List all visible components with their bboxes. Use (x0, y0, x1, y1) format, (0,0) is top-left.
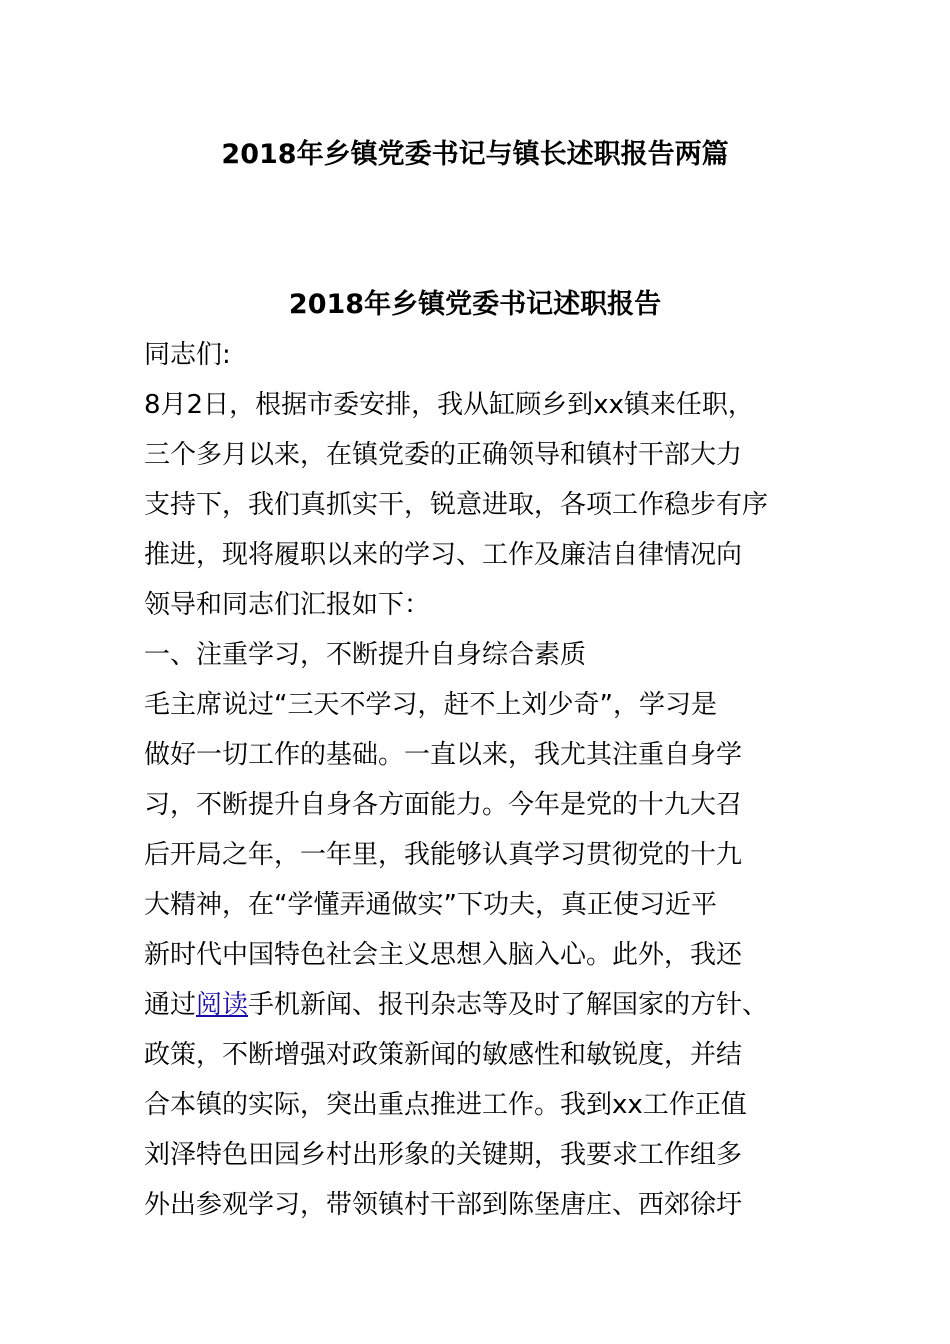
body-line: 后开局之年，一年里，我能够认真学习贯彻党的十九 (144, 840, 743, 870)
document-title: 2018年乡镇党委书记与镇长述职报告两篇 (221, 139, 729, 170)
body-line: 同志们: (144, 340, 231, 370)
reading-link[interactable]: 阅读 (196, 990, 249, 1020)
link-line-suffix: 手机新闻、报刊杂志等及时了解国家的方针、 (248, 990, 769, 1020)
body-line: 做好一切工作的基础。一直以来，我尤其注重自身学 (144, 740, 743, 770)
body-line: 毛主席说过“三天不学习，赶不上刘少奇”，学习是 (144, 690, 717, 720)
body-line: 刘泽特色田园乡村出形象的关键期，我要求工作组多 (144, 1140, 743, 1170)
body-line: 新时代中国特色社会主义思想入脑入心。此外，我还 (144, 940, 743, 970)
body-line: 支持下，我们真抓实干，锐意进取，各项工作稳步有序 (144, 490, 769, 520)
section-heading: 一、注重学习，不断提升自身综合素质 (144, 640, 587, 670)
body-line: 8月2日，根据市委安排，我从缸顾乡到xx镇来任职， (144, 390, 754, 420)
body-line: 领导和同志们汇报如下： (144, 590, 431, 620)
link-line-prefix: 通过 (144, 990, 197, 1020)
body-line: 外出参观学习，带领镇村干部到陈堡唐庄、西郊徐圩 (144, 1190, 743, 1220)
body-line: 合本镇的实际，突出重点推进工作。我到xx工作正值 (144, 1090, 747, 1120)
body-line-with-link (144, 980, 844, 1030)
body-line: 政策，不断增强对政策新闻的敏感性和敏锐度，并结 (144, 1040, 743, 1070)
report-subtitle: 2018年乡镇党委书记述职报告 (288, 289, 662, 320)
body-line: 大精神，在“学懂弄通做实”下功夫，真正使习近平 (144, 890, 717, 920)
report-body (144, 330, 844, 1230)
body-line: 习，不断提升自身各方面能力。今年是党的十九大召 (144, 790, 743, 820)
body-line: 推进，现将履职以来的学习、工作及廉洁自律情况向 (144, 540, 743, 570)
body-line: 三个多月以来，在镇党委的正确领导和镇村干部大力 (144, 440, 743, 470)
